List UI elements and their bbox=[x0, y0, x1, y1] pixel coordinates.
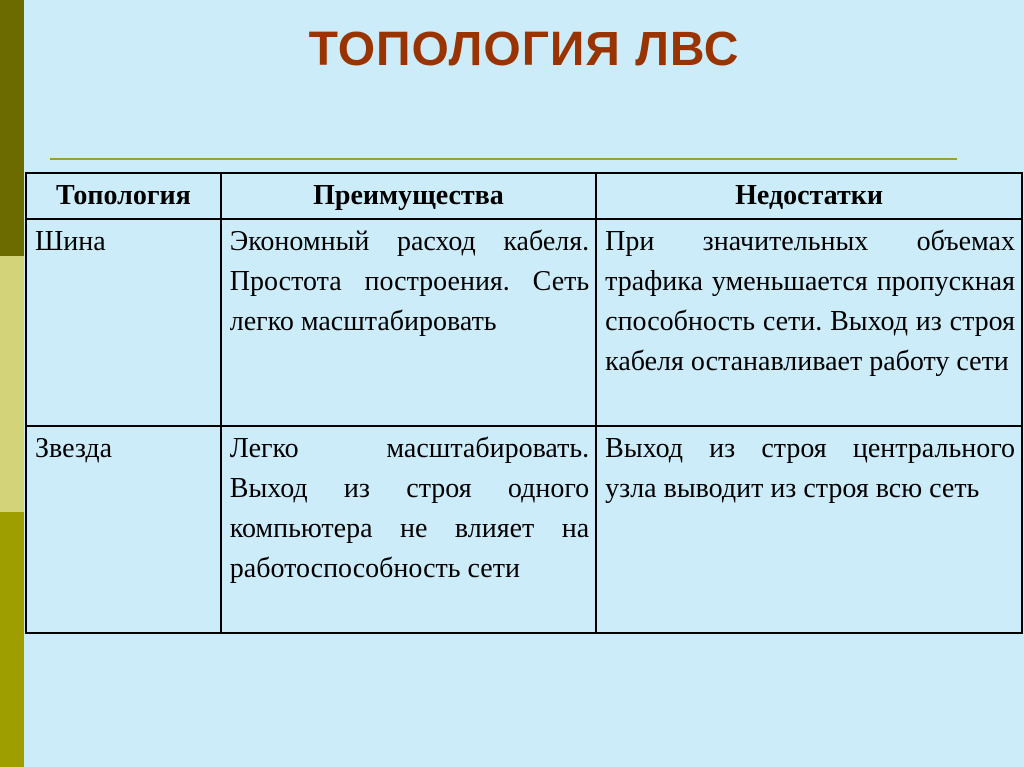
cell-advantages: Экономный расход кабеля. Простота построения. Сеть легко масштабировать bbox=[221, 219, 596, 426]
header-disadvantages: Недостатки bbox=[596, 173, 1022, 219]
cell-advantages: Легко масштабировать. Выход из строя одного компьютера не влияет на работоспособность сети bbox=[221, 426, 596, 633]
cell-topology: Шина bbox=[26, 219, 221, 426]
topology-table bbox=[25, 172, 1023, 634]
cell-topology: Звезда bbox=[26, 426, 221, 633]
slide-title: ТОПОЛОГИЯ ЛВС bbox=[308, 23, 740, 76]
sidebar-stripe-light bbox=[0, 256, 24, 512]
sidebar-stripe-dark bbox=[0, 0, 24, 256]
header-topology: Топология bbox=[26, 173, 221, 219]
header-advantages: Преимущества bbox=[221, 173, 596, 219]
title-divider bbox=[50, 158, 957, 160]
cell-disadvantages: При значительных объемах трафика уменьшается пропускная способность сети. Выход из строя кабеля останавливает работу сети bbox=[596, 219, 1022, 426]
cell-disadvantages: Выход из строя центрального узла выводит из строя всю сеть bbox=[596, 426, 1022, 633]
sidebar-stripe-mid bbox=[0, 512, 24, 767]
table-row bbox=[26, 426, 1022, 633]
table-header-row bbox=[26, 173, 1022, 219]
table-row bbox=[26, 219, 1022, 426]
